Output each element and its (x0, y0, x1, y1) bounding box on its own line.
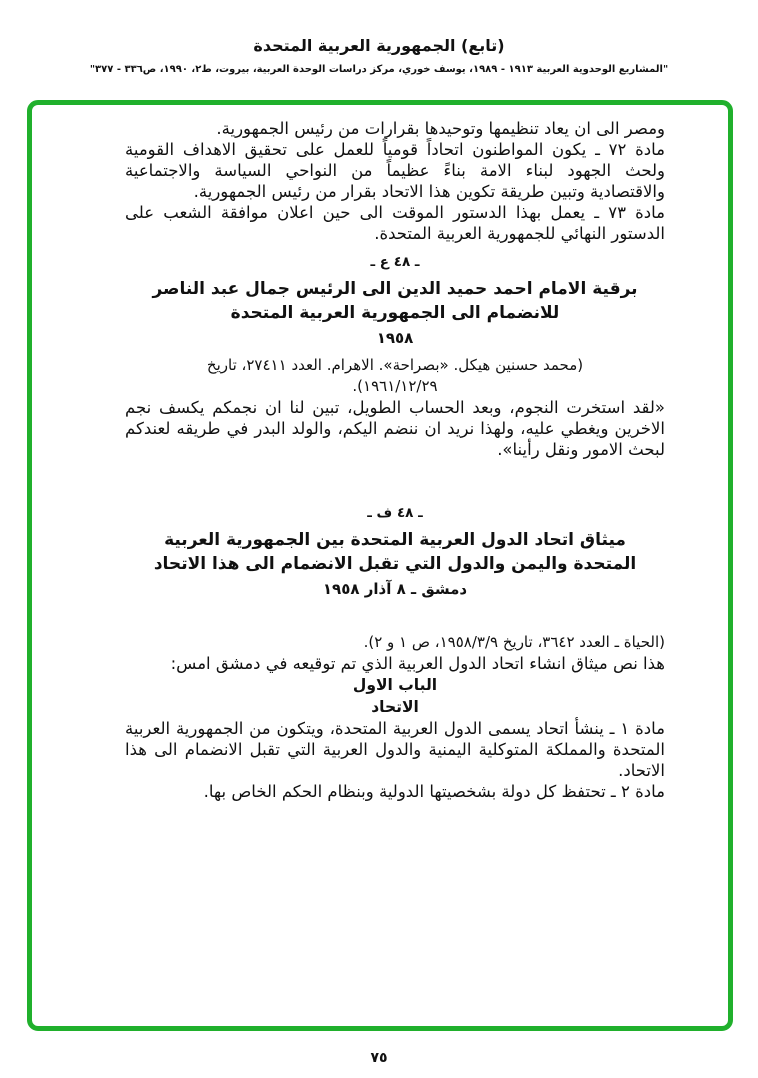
header-continued-title: (تابع) الجمهورية العربية المتحدة (253, 36, 505, 55)
chapter-subheading: الاتحاد (371, 698, 419, 716)
paragraph-continuation: ومصر الى ان يعاد تنظيمها وتوحيدها بقرارات من رئيس الجمهورية. (216, 119, 665, 138)
header-source-citation: "المشاريع الوحدوية العربية ١٩١٣ - ١٩٨٩، يوسف خوري، مركز دراسات الوحدة العربية، بيروت، ط٢، ١٩٩٠، ص٣٣٦ - ٣٧٧" (89, 64, 669, 75)
document-content (32, 105, 728, 1026)
paragraph-article-72: مادة ٧٢ ـ يكون المواطنون اتحاداً قومياً للعمل على تحقيق الاهداف القومية ولحث الجهود لبناء الامة بناءً عظيماً من النواحي السياسة والاجتماعية والاقتصادية وتبين طريقة تكوين هذا الاتحاد بقرار من رئيس الجمهورية. (125, 140, 666, 201)
green-border-frame (27, 100, 733, 1031)
title-telegram: برقية الامام احمد حميد الدين الى الرئيس جمال عبد الناصر للانضمام الى الجمهورية العربية المتحدة (152, 279, 638, 323)
citation-hayat: (الحياة ـ العدد ٣٦٤٢، تاريخ ١٩٥٨/٣/٩، ص ١ و ٢). (363, 633, 665, 651)
title-telegram-year: ١٩٥٨ (376, 329, 414, 347)
paragraph-article-1: مادة ١ ـ ينشأ اتحاد يسمى الدول العربية المتحدة، ويتكون من الجمهورية العربية المتحدة والمملكة المتوكلية اليمنية والدول العربية التي تقبل الانضمام الى هذا الاتحاد. (125, 719, 665, 780)
chapter-heading: الباب الاول (352, 676, 438, 694)
page-number: ٧٥ (370, 1050, 388, 1066)
paragraph-telegram-quote: «لقد استخرت النجوم، وبعد الحساب الطويل، تبين لنا ان نجمكم يكسف نجم الاخرين ويغطي عليه، ولهذا نريد ان ننضم اليكم، والولد البدر في طريقه لعندكم لبحث الامور ونقل رأينا». (125, 398, 665, 459)
citation-ahram: (محمد حسنين هيكل. «بصراحة». الاهرام. العدد ٢٧٤١١، تاريخ ١٩٦١/١٢/٢٩). (206, 356, 584, 395)
section-number-48-fa: ـ ٤٨ ف ـ (367, 505, 423, 521)
paragraph-article-73: مادة ٧٣ ـ يعمل بهذا الدستور الموقت الى حين اعلان موافقة الشعب على الدستور النهائي للجمهورية العربية المتحدة. (125, 203, 666, 243)
title-charter: ميثاق اتحاد الدول العربية المتحدة بين الجمهورية العربية المتحدة واليمن والدول التي تقبل الانضمام الى هذا الاتحاد (153, 530, 637, 574)
section-number-48-ain: ـ ٤٨ ع ـ (370, 254, 420, 270)
title-charter-place-date: دمشق ـ ٨ آذار ١٩٥٨ (322, 580, 468, 598)
paragraph-charter-intro: هذا نص ميثاق انشاء اتحاد الدول العربية الذي تم توقيعه في دمشق امس: (170, 654, 665, 673)
paragraph-article-2: مادة ٢ ـ تحتفظ كل دولة بشخصيتها الدولية وبنظام الحكم الخاص بها. (203, 782, 665, 801)
